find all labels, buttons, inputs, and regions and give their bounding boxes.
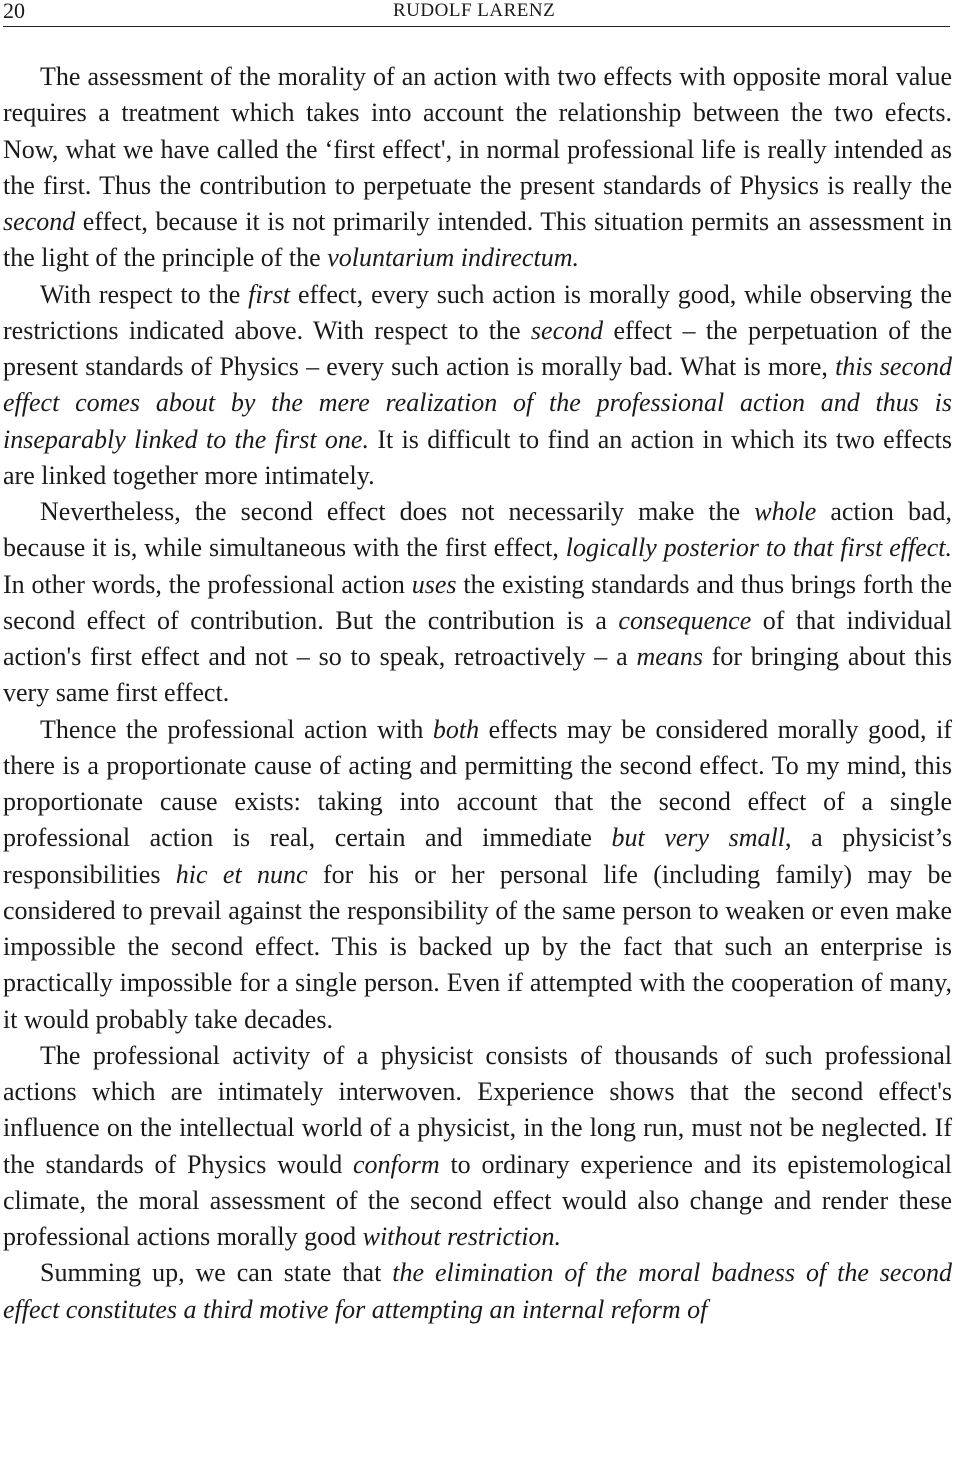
text-run: to ordinary experience and its epistemological climate, the moral assessment of the second effect would also change and render these professional actions morally good: [3, 1149, 952, 1251]
text-run: Nevertheless, the second effect does not necessarily make the: [40, 497, 755, 526]
italic-text-run: conform: [353, 1149, 440, 1179]
text-run: The professional activity of a physicist consists of thousands of such professional actions which are intimately interwoven. Experience shows that the second effect's influence on the intellectual world of a physicist, in the long run, must not be neglected. If the standards of Physics would: [3, 1040, 952, 1179]
text-run: for his or her personal life (including family) may be considered to prevail against the responsibility of the same person to weaken or even make impossible the second effect. This is backed up by the fact that such an enterprise is practically impossible for a single person. Even if attempted with the cooperation of many, it would probably take decades.: [3, 859, 952, 1034]
paragraph-5: [3, 1038, 952, 1256]
text-run: With respect to the: [40, 279, 249, 309]
paragraph-3: [3, 494, 952, 712]
italic-text-run: without restriction.: [362, 1222, 561, 1251]
italic-text-run: first: [248, 279, 291, 309]
italic-text-run: whole: [754, 497, 817, 526]
body-text: [3, 59, 952, 1328]
text-run: of that individual action's first effect and not – so to speak, retroactively – a: [3, 605, 952, 671]
text-run: the existing standards and thus brings forth the second effect of contribution. But the contribution is a: [3, 569, 952, 635]
italic-text-run: but very small: [611, 823, 785, 853]
text-run: action bad, because it is, while simultaneous with the first effect,: [3, 497, 952, 563]
text-run: effect – the perpetuation of the present standards of Physics – every such action is morally bad. What is more,: [3, 315, 953, 381]
text-run: effect, because it is not primarily intended. This situation permits an assessment in the light of the principle of the: [3, 207, 952, 273]
italic-text-run: consequence: [618, 605, 752, 635]
italic-text-run: the elimination of the moral badness of the second effect constitutes a third motive for attempting an internal reform of: [3, 1258, 952, 1324]
italic-text-run: hic et nunc: [175, 859, 308, 889]
running-title: RUDOLF LARENZ: [393, 0, 556, 21]
text-run: The assessment of the morality of an action with two effects with opposite moral value requires a treatment which takes into account the relationship between the two efects. Now, what we have called the ‘first effect', in normal professional life is really intended as the first. Thus the contribution to perpetuate the present standards of Physics is really the: [3, 62, 952, 200]
italic-text-run: voluntarium indirectum.: [327, 243, 579, 273]
italic-text-run: means: [636, 642, 703, 671]
italic-text-run: logically posterior to that first effect.: [565, 533, 953, 563]
text-run: Thence the professional action with: [40, 714, 433, 744]
text-run: for bringing about this very same first effect.: [3, 642, 952, 708]
text-run: effect, every such action is morally good, while observing the restrictions indicated above. With respect to the: [3, 279, 952, 345]
text-run: , a physicist’s responsibilities: [3, 823, 952, 889]
paragraph-2: [3, 277, 952, 495]
text-run: Summing up, we can state that: [40, 1258, 393, 1288]
text-run: It is difficult to find an action in which its two effects are linked together more intimately.: [3, 424, 952, 490]
page-number: 20: [3, 0, 25, 23]
italic-text-run: second: [3, 207, 76, 236]
italic-text-run: second: [530, 315, 604, 345]
italic-text-run: uses: [411, 569, 457, 599]
text-run: effects may be considered morally good, if there is a proportionate cause of acting and permitting the second effect. To my mind, this proportionate cause exists: taking into account that the second effect of a single professional action is real, certain and immediate: [3, 714, 953, 853]
running-head: [3, 0, 950, 27]
paragraph-1: [3, 59, 952, 277]
italic-text-run: both: [432, 714, 480, 744]
paragraph-4: [3, 712, 952, 1038]
italic-text-run: this second effect comes about by the mere realization of the professional action and thus is inseparably linked to the first one.: [3, 352, 952, 454]
paragraph-6: [3, 1255, 952, 1328]
text-run: In other words, the professional action: [3, 569, 412, 599]
